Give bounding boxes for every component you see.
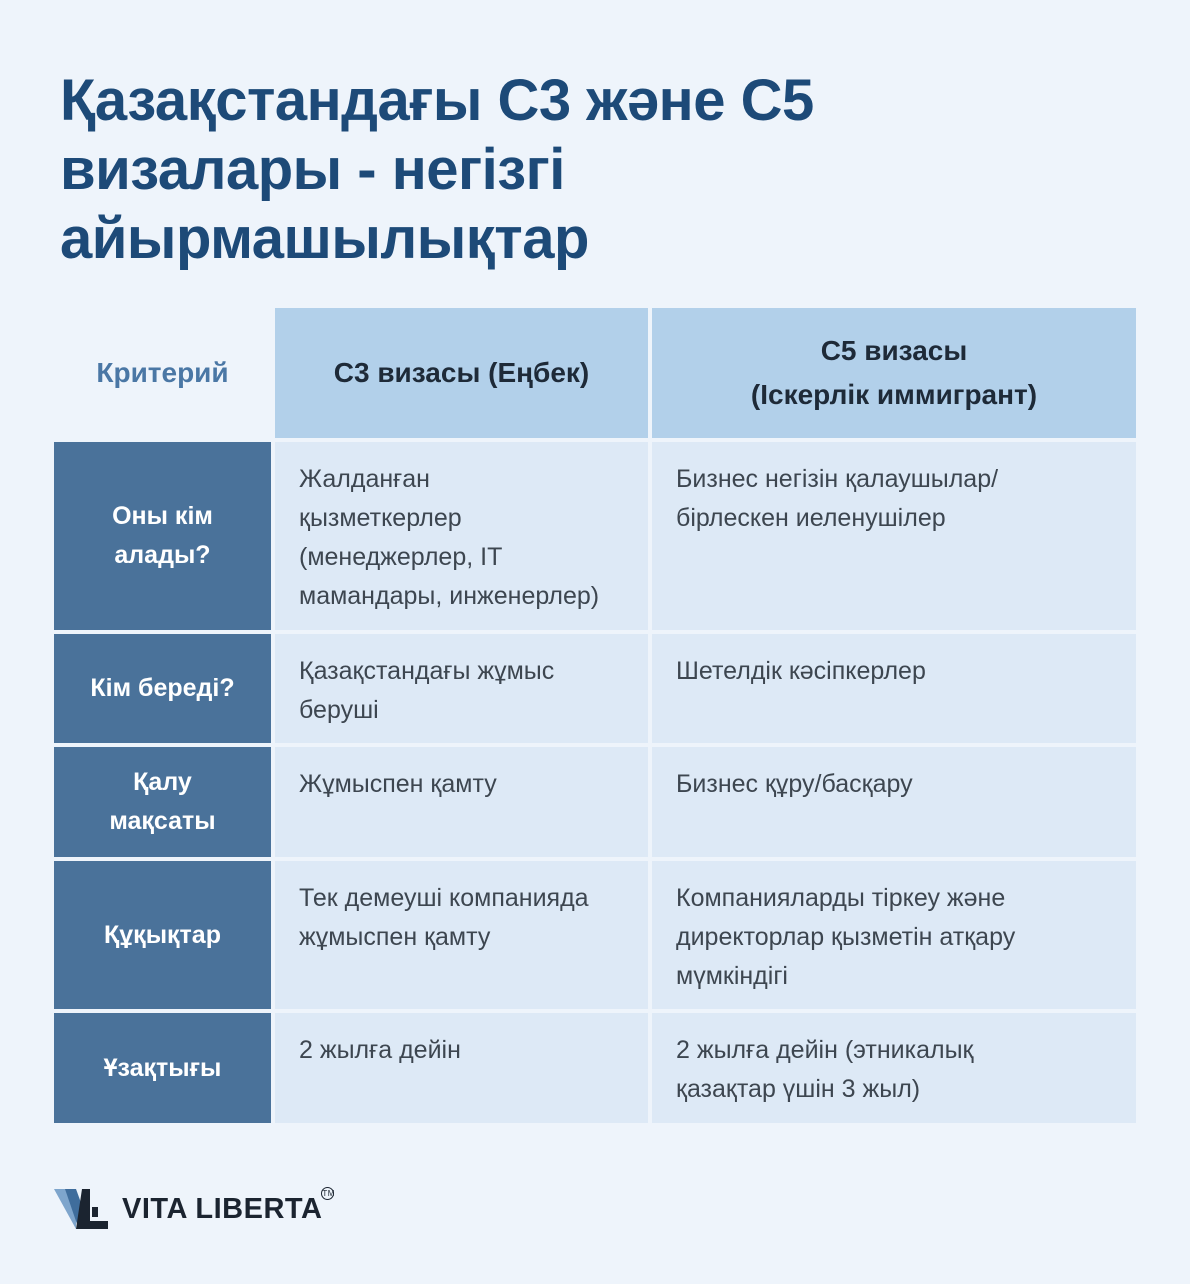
cell-line: Компанияларды тіркеу және	[676, 884, 1006, 912]
c3-cell-purpose	[275, 747, 648, 857]
cell-line: Жұмыспен қамту	[299, 770, 497, 798]
criterion-header: Критерий	[96, 357, 229, 388]
logo-wordmark	[122, 1188, 335, 1226]
c3-cell-duration	[275, 1013, 648, 1123]
cell-line: (менеджерлер, IT	[299, 543, 503, 571]
c3-cell-who-gets	[275, 442, 648, 630]
c5-cell-who-issues	[652, 634, 1136, 743]
title-line-1: Қазақстандағы С3 және С5	[60, 68, 814, 133]
row-header-line: мақсаты	[109, 807, 216, 835]
row-header-who-issues	[54, 634, 271, 743]
c3-cell-rights	[275, 861, 648, 1009]
c5-cell-rights	[652, 861, 1136, 1009]
logo-name: VITA LIBERTA	[122, 1192, 323, 1225]
row-header-line: Құқықтар	[104, 920, 221, 949]
cell-line: Жалданған	[299, 465, 430, 493]
row-header-line: Ұзақтығы	[103, 1053, 222, 1082]
cell-line: қазақтар үшін 3 жыл)	[676, 1075, 921, 1103]
cell-line: 2 жылға дейін	[299, 1036, 461, 1064]
c5-cell-duration	[652, 1013, 1136, 1123]
row-header-line: Қалу	[133, 768, 192, 796]
title-line-3: айырмашылықтар	[60, 206, 589, 271]
cell-line: директорлар қызметін атқару	[676, 923, 1016, 951]
vita-liberta-logo-icon	[54, 1187, 110, 1231]
row-header-who-gets	[54, 442, 271, 630]
c5-visa-header	[652, 308, 1136, 438]
cell-line: беруші	[299, 696, 379, 724]
cell-line: мамандары, инженерлер)	[299, 582, 600, 610]
row-header-line: Оны кім	[112, 502, 213, 530]
comparison-table	[54, 308, 1136, 1123]
trademark-mark: TM	[322, 1188, 335, 1198]
row-header-duration	[54, 1013, 271, 1123]
cell-line: Шетелдік кәсіпкерлер	[676, 657, 926, 685]
c3-visa-header	[275, 308, 648, 438]
cell-line: бірлескен иеленушілер	[676, 504, 946, 532]
row-header-purpose	[54, 747, 271, 857]
brand-logo	[54, 1186, 335, 1232]
c3-cell-who-issues	[275, 634, 648, 743]
c5-cell-who-gets	[652, 442, 1136, 630]
cell-line: қызметкерлер	[299, 504, 462, 532]
row-header-rights	[54, 861, 271, 1009]
c3-header-line-1: С3 визасы (Еңбек)	[333, 357, 590, 388]
title-line-2: визалары - негізгі	[60, 137, 565, 202]
c5-cell-purpose	[652, 747, 1136, 857]
cell-line: Бизнес құру/басқару	[676, 770, 913, 798]
row-header-line: Кім береді?	[90, 674, 235, 702]
cell-line: жұмыспен қамту	[299, 923, 491, 951]
cell-line: Тек демеуші компанияда	[299, 884, 589, 912]
cell-line: Бизнес негізін қалаушылар/	[676, 465, 999, 493]
c5-header-line-2: (Іскерлік иммигрант)	[750, 379, 1038, 410]
page-title	[60, 66, 960, 273]
row-header-line: алады?	[114, 541, 211, 569]
c5-header-line-1: С5 визасы	[820, 335, 968, 366]
cell-line: 2 жылға дейін (этникалық	[676, 1036, 974, 1064]
cell-line: мүмкіндігі	[676, 962, 788, 990]
cell-line: Қазақстандағы жұмыс	[299, 657, 555, 685]
